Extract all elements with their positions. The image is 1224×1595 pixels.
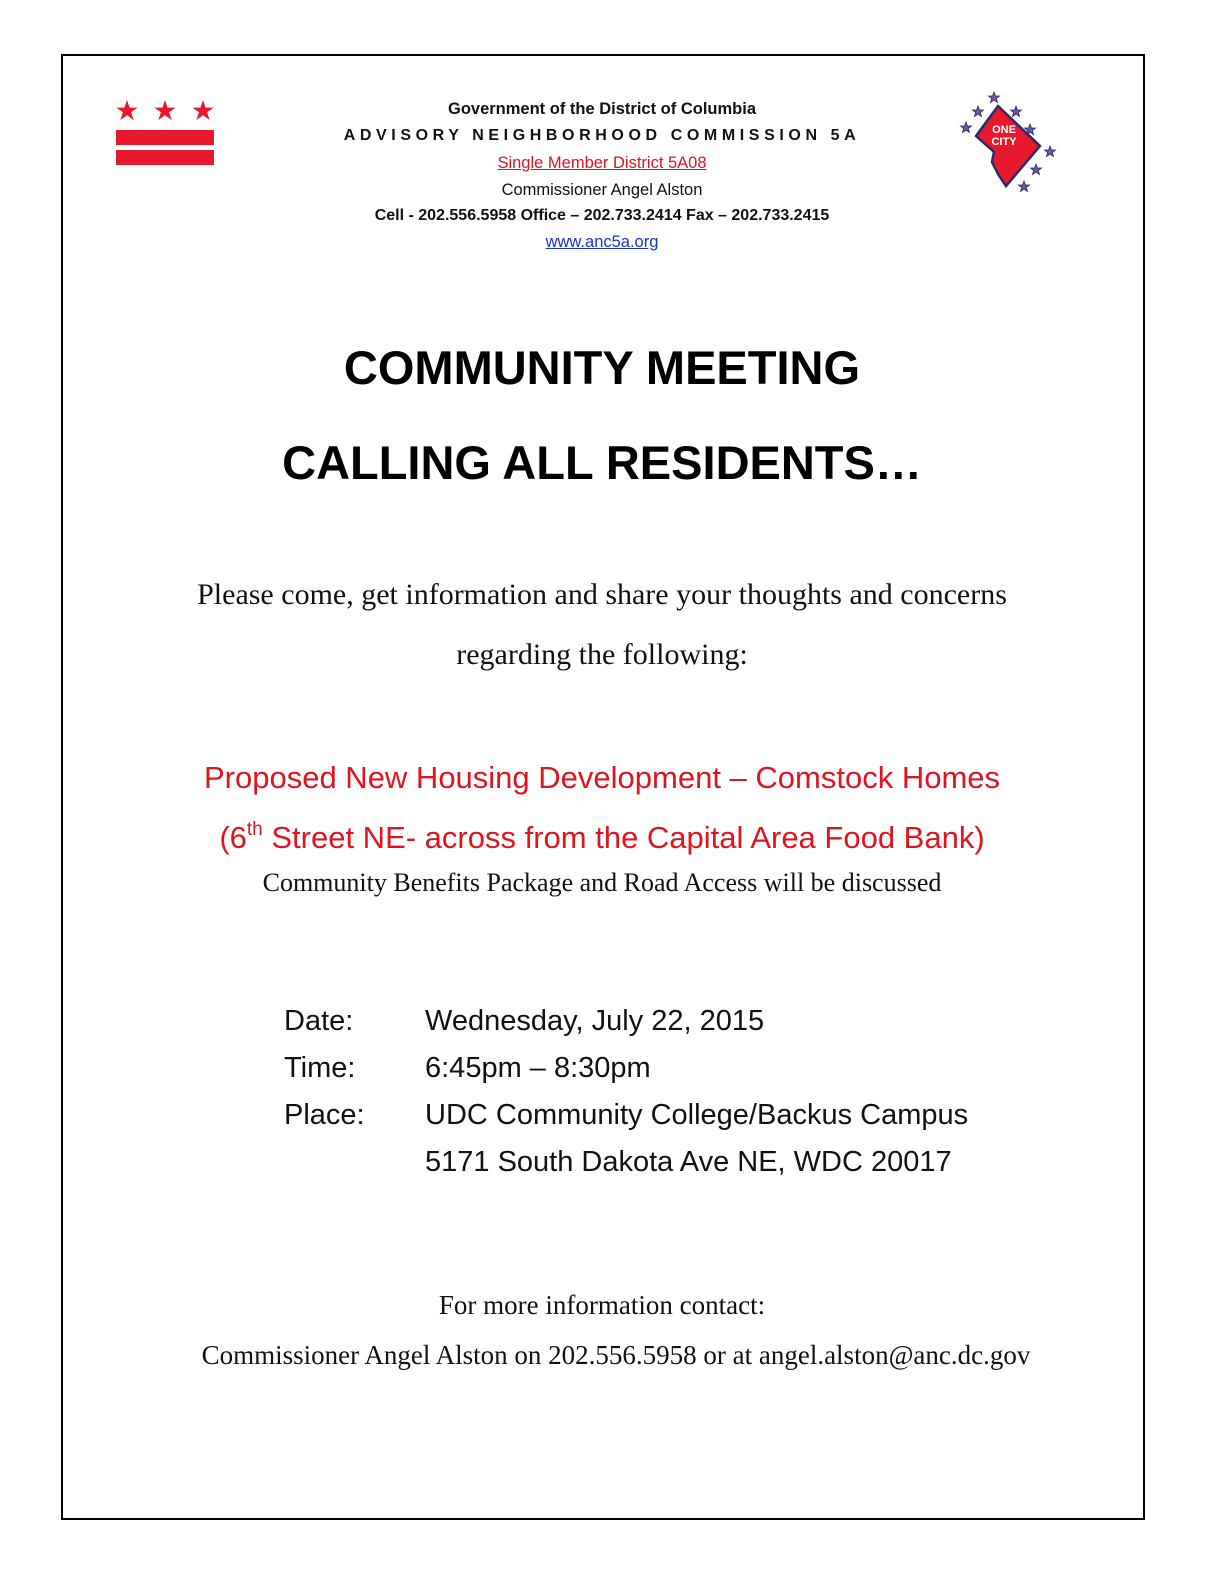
website-link[interactable]: www.anc5a.org xyxy=(545,233,659,251)
contact-numbers: Cell - 202.556.5958 Office – 202.733.2414 Fax – 202.733.2415 xyxy=(374,207,830,224)
district-label xyxy=(0,154,1204,173)
time-label: Time: xyxy=(284,1052,356,1084)
place-value-line-1: UDC Community College/Backus Campus xyxy=(425,1099,969,1131)
topic-line-2 xyxy=(0,820,1204,856)
title-line-2: CALLING ALL RESIDENTS… xyxy=(282,436,922,489)
topic-line-2-suffix: Street NE- across from the Capital Area Food Bank) xyxy=(262,820,985,855)
one-city-logo-text-1: ONE xyxy=(992,124,1016,136)
footer-contact-line: Commissioner Angel Alston on 202.556.5958 or at angel.alston@anc.dc.gov xyxy=(201,1340,1031,1370)
website-line xyxy=(0,233,1204,252)
intro-line-1: Please come, get information and share your thoughts and concerns xyxy=(197,578,1007,611)
topic-line-3: Community Benefits Package and Road Access will be discussed xyxy=(262,868,942,897)
place-value-line-2: 5171 South Dakota Ave NE, WDC 20017 xyxy=(425,1146,952,1178)
time-value: 6:45pm – 8:30pm xyxy=(425,1052,651,1084)
place-label: Place: xyxy=(284,1099,365,1131)
commissioner-name: Commissioner Angel Alston xyxy=(501,181,703,199)
date-label: Date: xyxy=(284,1005,354,1037)
footer-line-1: For more information contact: xyxy=(438,1290,766,1320)
district-text: Single Member District 5A08 xyxy=(497,154,707,172)
government-heading: Government of the District of Columbia xyxy=(447,100,757,118)
topic-line-2-prefix: (6 xyxy=(219,820,247,855)
topic-line-2-ordinal: th xyxy=(246,819,263,840)
date-value: Wednesday, July 22, 2015 xyxy=(425,1005,765,1037)
one-city-logo-text-2: CITY xyxy=(991,136,1017,148)
commission-heading: ADVISORY NEIGHBORHOOD COMMISSION 5A xyxy=(343,127,861,144)
title-line-1: COMMUNITY MEETING xyxy=(343,341,861,394)
intro-line-2: regarding the following: xyxy=(456,638,748,671)
topic-line-1: Proposed New Housing Development – Comstock Homes xyxy=(203,760,1001,795)
